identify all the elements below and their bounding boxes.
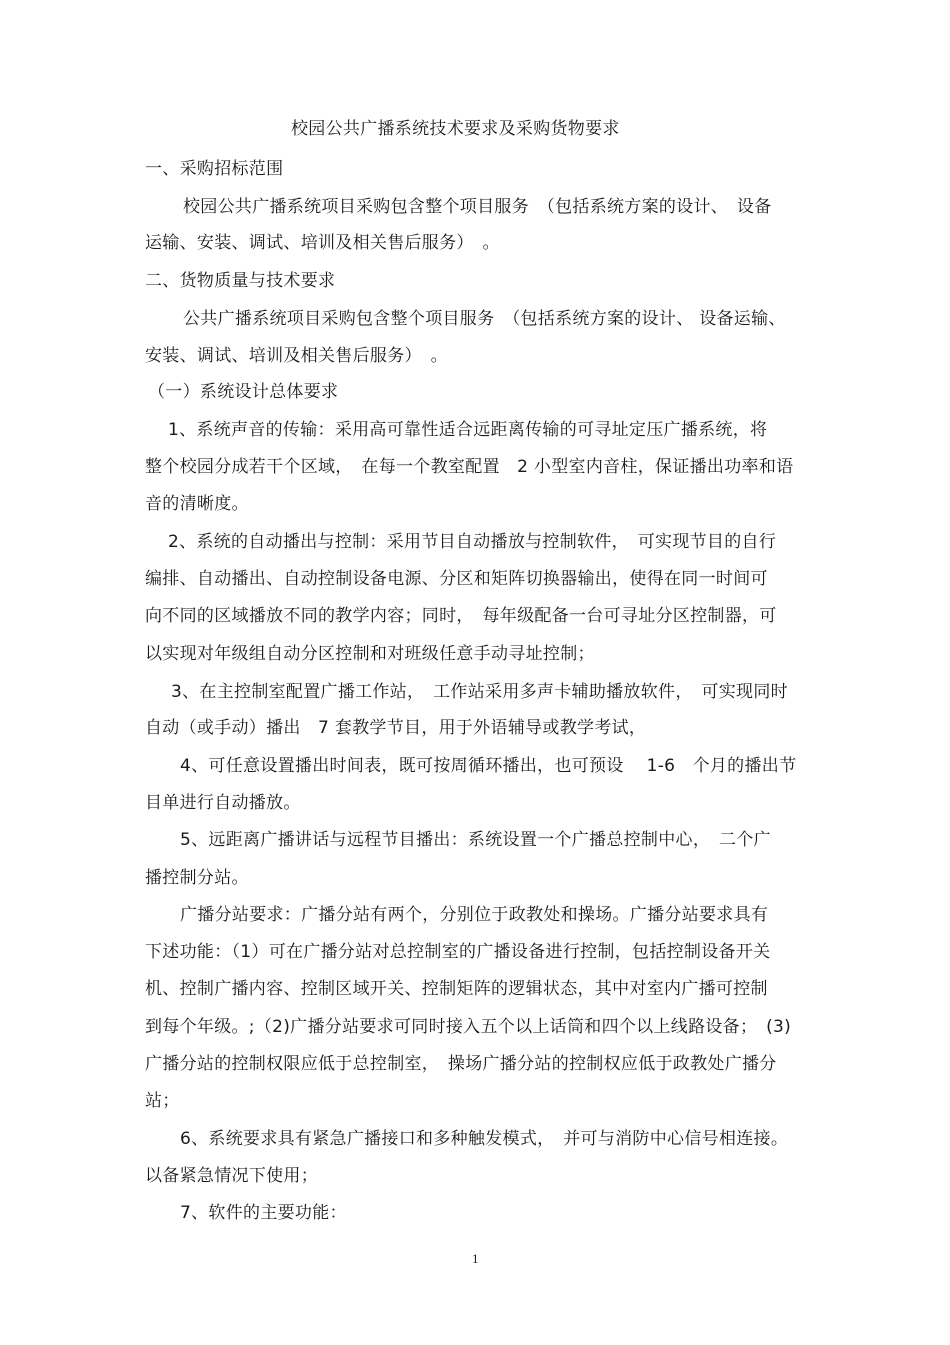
paragraph-line: 4、可任意设置播出时间表，既可按周循环播出，也可预设 1-6 个月的播出节 (180, 756, 797, 776)
document-title: 校园公共广播系统技术要求及采购货物要求 (291, 119, 620, 139)
paragraph-line: 3、在主控制室配置广播工作站， 工作站采用多声卡辅助播放软件， 可实现同时 (171, 682, 788, 702)
paragraph-line: 2、系统的自动播出与控制：采用节目自动播放与控制软件， 可实现节目的自行 (168, 532, 777, 552)
paragraph-line: 以实现对年级组自动分区控制和对班级任意手动寻址控制； (145, 644, 595, 664)
paragraph-line: 公共广播系统项目采购包含整个项目服务 （包括系统方案的设计、 设备运输、 (183, 309, 786, 329)
paragraph-line: 目单进行自动播放。 (145, 793, 301, 813)
paragraph-line: 1、系统声音的传输：采用高可靠性适合远距离传输的可寻址定压广播系统，将 (168, 420, 768, 440)
paragraph-line: 安装、调试、培训及相关售后服务） 。 (145, 346, 448, 366)
paragraph-line: 整个校园分成若干个区域， 在每一个教室配置 2 小型室内音柱，保证播出功率和语 (145, 457, 794, 477)
paragraph-line: 播控制分站。 (145, 868, 249, 888)
paragraph-line: 广播分站的控制权限应低于总控制室， 操场广播分站的控制权应低于政教处广播分 (145, 1054, 777, 1074)
paragraph-line: 7、软件的主要功能： (180, 1203, 347, 1223)
page-number: 1 (472, 1251, 479, 1266)
paragraph-line: 机、控制广播内容、控制区域开关、控制矩阵的逻辑状态，其中对室内广播可控制 (145, 979, 768, 999)
paragraph-line: 自动（或手动）播出 7 套教学节目，用于外语辅导或教学考试， (145, 718, 647, 738)
paragraph-line: 下述功能：（1）可在广播分站对总控制室的广播设备进行控制，包括控制设备开关 (145, 942, 771, 962)
paragraph-line: 5、远距离广播讲话与远程节目播出：系统设置一个广播总控制中心， 二个广 (180, 830, 771, 850)
paragraph-line: 以备紧急情况下使用； (145, 1166, 318, 1186)
paragraph-line: 运输、安装、调试、培训及相关售后服务） 。 (145, 233, 500, 253)
paragraph-line: 广播分站要求：广播分站有两个，分别位于政教处和操场。广播分站要求具有 (180, 905, 769, 925)
paragraph-line: 向不同的区域播放不同的教学内容；同时， 每年级配备一台可寻址分区控制器，可 (145, 606, 777, 626)
paragraph-line: 站； (145, 1091, 180, 1111)
section-heading-procurement-scope: 一、采购招标范围 (145, 159, 284, 179)
paragraph-line: 校园公共广播系统项目采购包含整个项目服务 （包括系统方案的设计、 设备 (183, 197, 772, 217)
paragraph-line: 编排、自动播出、自动控制设备电源、分区和矩阵切换器输出，使得在同一时间可 (145, 569, 768, 589)
section-heading-quality-requirements: 二、货物质量与技术要求 (145, 271, 336, 291)
paragraph-line: 到每个年级。;（2)广播分站要求可同时接入五个以上话筒和四个以上线路设备； (3) (145, 1017, 792, 1037)
subsection-heading: （一）系统设计总体要求 (148, 382, 339, 402)
paragraph-line: 6、系统要求具有紧急广播接口和多种触发模式， 并可与消防中心信号相连接。 (180, 1129, 789, 1149)
paragraph-line: 音的清晰度。 (145, 494, 249, 514)
